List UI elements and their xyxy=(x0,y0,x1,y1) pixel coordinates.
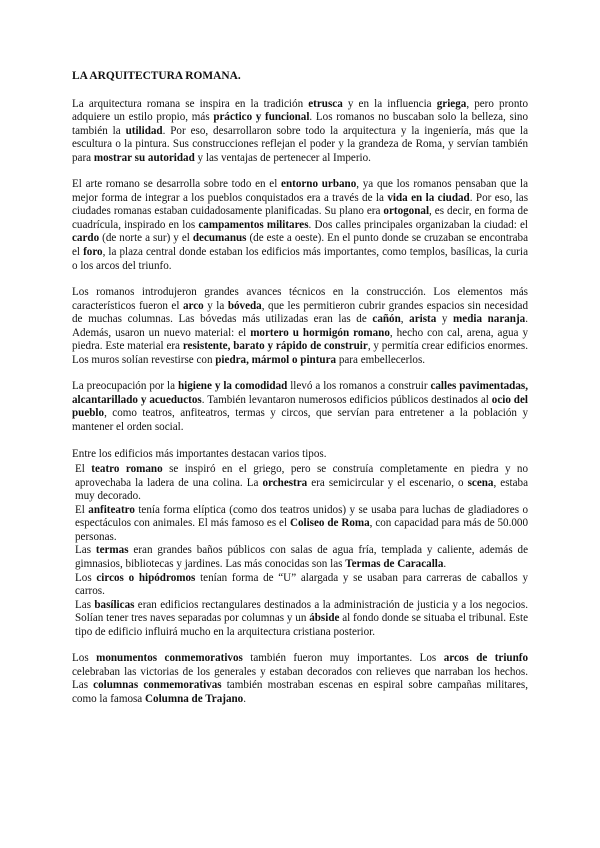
bold-term: media naranja xyxy=(453,313,526,326)
text-run: Las xyxy=(75,598,95,611)
text-run: , es decir, en forma de cuadrícula, inspirado en los xyxy=(72,205,528,231)
bold-term: termas xyxy=(95,544,129,557)
text-run: al fondo donde se situaba el tribunal. Este tipo de edificio influirá mucho en la arquitectura cristiana posterior. xyxy=(75,612,528,638)
text-run: , ya que los romanos pensaban que la mejor forma de integrar a los pueblos conquistados era a través de la xyxy=(72,178,528,204)
bold-term: mortero u hormigón romano xyxy=(250,326,390,339)
text-run: . Dos calles principales organizaban la ciudad: el xyxy=(308,218,528,231)
building-circus xyxy=(72,572,528,599)
bold-term: cardo xyxy=(72,232,100,245)
text-run: . Los romanos no buscaban solo la belleza, sino también la xyxy=(72,111,528,137)
bold-term: etrusca xyxy=(308,97,343,110)
text-run: . xyxy=(443,557,447,570)
text-run: , que les permitieron cubrir grandes espacios sin necesidad de muchas columnas. Las bóvedas más utilizadas eran las de xyxy=(72,299,528,326)
text-run: eran edificios rectangulares destinados a la administración de justicia y a los negocios. Solían tener tres naves separadas por columnas y un xyxy=(75,598,528,625)
text-run: (de este a oeste). En el punto donde se cruzaban se encontraba el xyxy=(72,232,529,259)
paragraph-public-works xyxy=(72,380,528,434)
bold-term: mostrar su autoridad xyxy=(93,151,195,164)
bold-term: campamentos militares xyxy=(198,218,309,231)
text-run: . xyxy=(243,692,247,705)
building-basilica xyxy=(72,599,528,640)
text-run: celebraban las victorias de los generales y estaban decorados con relieves que narraban los hechos. Las xyxy=(72,665,528,692)
text-run: también fueron muy importantes. Los xyxy=(242,652,444,665)
bold-term: scena xyxy=(467,476,494,489)
bold-term: arco xyxy=(182,299,204,312)
document-page xyxy=(72,70,528,719)
document-title: LA ARQUITECTURA ROMANA. xyxy=(72,70,241,82)
bold-term: higiene y la comodidad xyxy=(178,380,288,393)
text-run: , xyxy=(400,313,410,326)
text-run: , como teatros, anfiteatros, termas y circos, que servían para entretener a la población y mantener el orden social. xyxy=(72,407,528,434)
text-run: , y permitía crear edificios enormes. Los muros solían revestirse con xyxy=(72,340,528,366)
building-amphitheatre xyxy=(72,504,528,545)
bold-term: Columna de Trajano xyxy=(145,692,244,705)
buildings-intro: Entre los edificios más importantes destacan varios tipos. xyxy=(72,447,327,460)
text-run: . También levantaron numerosos edificios públicos destinados al xyxy=(201,393,492,406)
text-run: . Por eso, desarrollaron sobre todo la arquitectura y la ingeniería, más que la escultura o la pintura. Sus construcciones reflejan el poder y la grandeza de Roma, y servían también para xyxy=(72,124,528,164)
text-run: Los romanos introdujeron grandes avances técnicos en la construcción. Los elementos más característicos fueron el xyxy=(72,286,528,312)
bold-term: anfiteatro xyxy=(88,503,135,516)
bold-term: práctico y funcional xyxy=(213,111,310,124)
bold-term: vida en la ciudad xyxy=(387,191,470,204)
bold-term: basílicas xyxy=(94,598,135,611)
bold-term: ocio del pueblo xyxy=(72,393,528,420)
text-run: Los xyxy=(72,652,97,665)
bold-term: ábside xyxy=(309,612,340,625)
bold-term: bóveda xyxy=(227,299,262,312)
bold-term: circos o hipódromos xyxy=(96,571,196,584)
building-theatre xyxy=(72,463,528,504)
bold-term: arcos de triunfo xyxy=(443,652,529,665)
text-run: llevó a los romanos a construir xyxy=(287,380,431,393)
paragraph-monuments xyxy=(72,652,528,706)
paragraph-techniques xyxy=(72,286,528,367)
text-run: tenía forma elíptica (como dos teatros unidos) y se usaba para luchas de gladiadores o espectáculos con animales. El más famoso es el xyxy=(75,503,529,530)
bold-term: griega xyxy=(436,97,467,110)
bold-term: ortogonal xyxy=(383,205,430,218)
bold-term: resistente, barato y rápido de construir xyxy=(182,340,368,353)
bold-term: decumanus xyxy=(192,232,247,245)
text-run: La arquitectura romana se inspira en la tradición xyxy=(72,97,309,110)
text-run: . Por eso, las ciudades romanas estaban cuidadosamente planificadas. Su plano era xyxy=(72,191,529,218)
bold-term: calles pavimentadas, alcantarillado y acueductos xyxy=(72,380,528,406)
paragraph-intro xyxy=(72,98,528,166)
text-run: se inspiró en el griego, pero se construía completamente en piedra y no aprovechaba la ladera de una colina. La xyxy=(75,463,529,489)
text-run: tenían forma de “U” alargada y se usaban para carreras de caballos y carros. xyxy=(75,571,528,598)
building-baths xyxy=(72,544,528,571)
bold-term: cañón xyxy=(372,313,401,326)
bold-term: teatro romano xyxy=(91,463,163,476)
bold-term: entorno urbano xyxy=(281,178,357,191)
text-run: y xyxy=(436,313,454,326)
text-run: La preocupación por la xyxy=(72,380,178,393)
bold-term: foro xyxy=(83,246,103,259)
text-run: eran grandes baños públicos con salas de agua fría, templada y caliente, además de gimnasios, bibliotecas y jardines. Las más conocidas son las xyxy=(75,544,529,570)
bold-term: utilidad xyxy=(125,124,163,137)
text-run: El arte romano se desarrolla sobre todo en el xyxy=(72,178,282,191)
text-run: , con capacidad para más de 50.000 personas. xyxy=(75,517,529,543)
bold-term: piedra, mármol o pintura xyxy=(215,353,337,366)
text-run: era semicircular y el escenario, o xyxy=(307,476,468,489)
bold-term: Coliseo de Roma xyxy=(289,517,370,530)
text-run: y en la influencia xyxy=(342,97,437,110)
text-run: y la xyxy=(203,299,228,312)
bold-term: monumentos conmemorativos xyxy=(96,652,243,665)
bold-term: columnas conmemorativas xyxy=(93,679,222,692)
text-run: , pero pronto adquiere un estilo propio, más xyxy=(72,97,529,124)
bold-term: Termas de Caracalla xyxy=(345,557,444,570)
bold-term: arista xyxy=(409,313,437,326)
text-run: también mostraban escenas en espiral sobre campañas militares, como la famosa xyxy=(72,679,528,705)
text-run: y las ventajas de pertenecer al Imperio. xyxy=(194,151,371,164)
text-run: , hecho con cal, arena, agua y piedra. Este material era xyxy=(72,326,528,353)
paragraph-urbanism xyxy=(72,178,528,273)
text-run: , estaba muy decorado. xyxy=(75,476,529,503)
text-run: Los xyxy=(75,571,97,584)
text-run: (de norte a sur) y el xyxy=(99,232,193,245)
text-run: Las xyxy=(75,544,96,557)
bold-term: orchestra xyxy=(262,476,308,489)
text-run: para embellecerlos. xyxy=(336,353,426,366)
text-run: El xyxy=(75,503,89,516)
text-run: . Además, usaron un nuevo material: el xyxy=(72,313,529,339)
text-run: , la plaza central donde estaban los edificios más importantes, como templos, basílicas, la curia o los arcos del triunfo. xyxy=(72,246,529,272)
text-run: El xyxy=(75,463,92,476)
